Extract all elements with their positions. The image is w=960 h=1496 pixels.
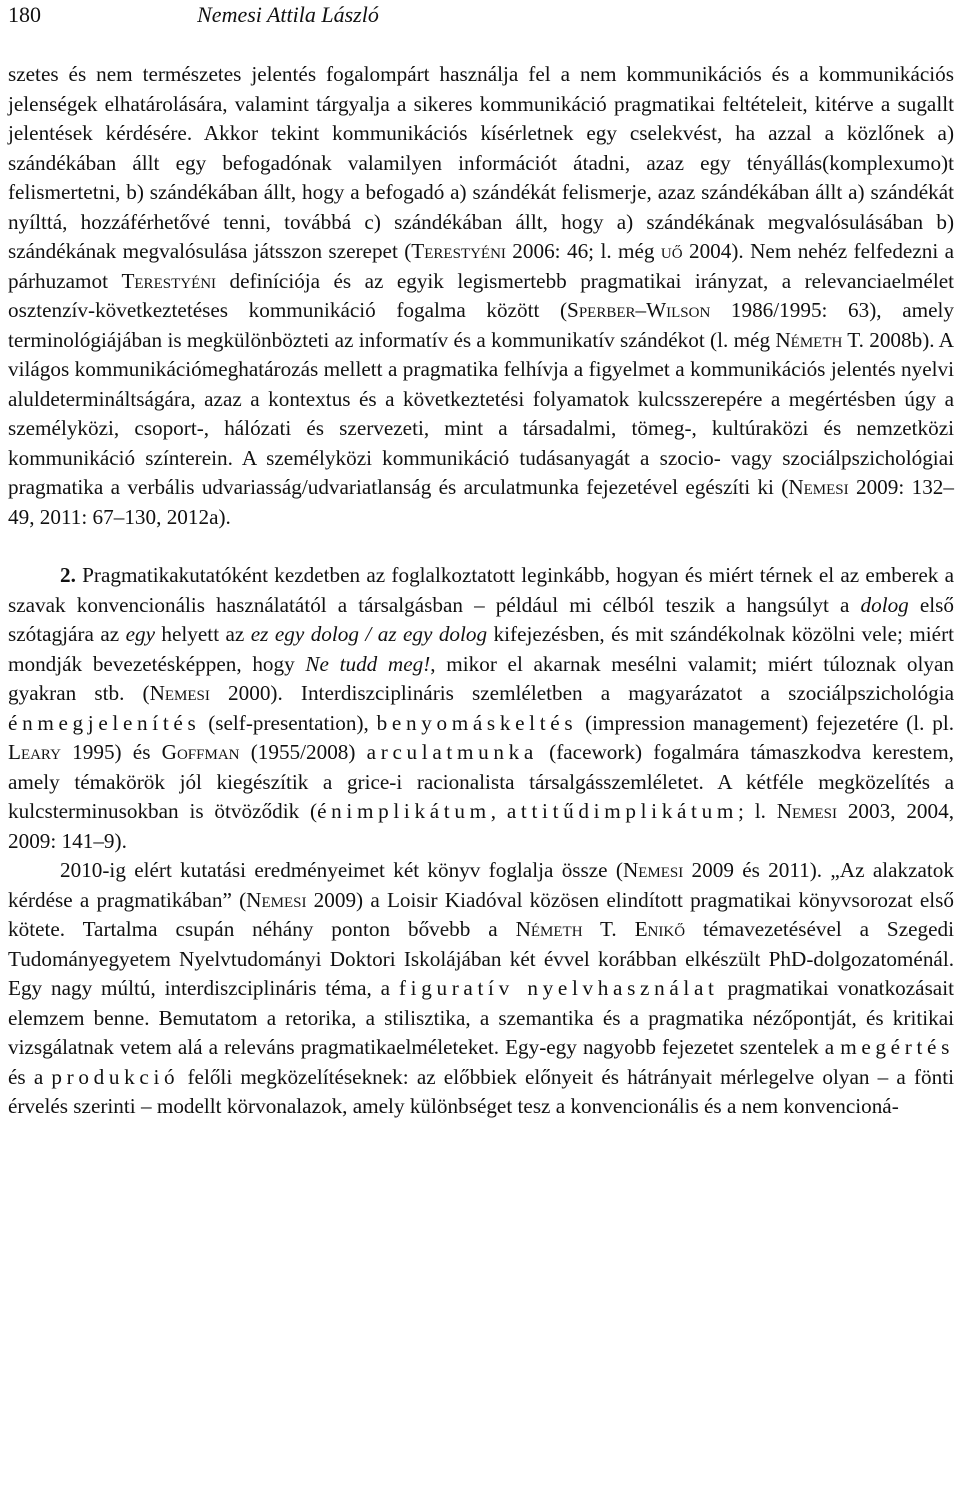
page-header xyxy=(8,0,954,34)
text-run: 1986/1995: 63), amely terminológiájában is megkülönbözteti az informatív és a kommunikatív szándékot (l. még xyxy=(8,298,954,352)
text-run: (impression management) fejezetére (l. pl. xyxy=(577,710,955,735)
text-run: kifejezésben, és mit szándékolnak közölni vele; miért mondják bevezetésképpen, hogy xyxy=(8,622,955,676)
italic-term: Ne tudd meg! xyxy=(305,651,431,676)
author-name: Terestyéni xyxy=(411,239,506,263)
author-name: Wilson xyxy=(646,298,711,322)
spaced-term: benyomáskeltés xyxy=(376,710,578,735)
text-run: 2009: 132–49, 2011: 67–130, 2012a). xyxy=(8,475,954,529)
text-run: és a xyxy=(8,1064,52,1089)
text-run: felőli megközelítéseknek: az előbbiek előnyeit és hátrányait mérlegelve olyan – a fönti érvelés szerinti – modellt körvonalazok, amely különbséget tesz a konvencionális és a nem konvencioná- xyxy=(8,1064,954,1118)
author-name: Nemesi xyxy=(622,858,684,882)
text-run: első szótagjára az xyxy=(8,592,955,646)
text-run: 2009) a Loisir Kiadóval közösen elindított pragmatikai könyvsorozat első kötete. Tartalma csupán néhány ponton bővebb a xyxy=(8,887,954,941)
author-name: Nemesi xyxy=(776,799,838,823)
author-name: Nemesi xyxy=(788,475,849,499)
paragraph-2 xyxy=(8,561,954,856)
spaced-term: attitűdimplikátum xyxy=(506,799,738,823)
text-run: 1995) és xyxy=(60,740,162,764)
book-page xyxy=(8,0,955,1118)
running-head-author: Nemesi Attila László xyxy=(197,2,379,27)
spaced-term: arculatmunka xyxy=(366,740,538,764)
spaced-term: énmegjelenítés xyxy=(8,710,201,735)
author-name: Leary xyxy=(8,740,61,764)
paragraph-1 xyxy=(8,60,954,532)
text-run: definíciója és az egyik legismertebb pragmatikai irányzat, a relevanciaelmélet osztenzív-következtetéses kommunikáció fogalma között ( xyxy=(8,268,954,322)
text-run: T. xyxy=(582,917,635,941)
author-name: Németh xyxy=(775,327,843,352)
text-run: (facework) fogalmára támaszkodva kerestem, amely témakörök jól kiegészítik a grice-i racionalista társalgásszemléletet. A kétféle megközelítés a kulcsterminusokban is ötvöződik ( xyxy=(8,740,954,823)
text-run: – xyxy=(635,298,647,322)
author-name: Terestyéni xyxy=(121,268,217,293)
text-run: (1955/2008) xyxy=(239,740,367,764)
spaced-term: megértés xyxy=(840,1035,954,1059)
text-run: 2006: 46; l. még xyxy=(505,239,661,263)
text-run: (self-presentation), xyxy=(200,710,377,735)
text-run: T. 2008b). A világos kommunikációmeghatározás mellett a pragmatika felhívja a figyelmet a kommunikációs jelentés nyelvi aluldetermináltságára, azaz a kontextus és a következtetési folyamatok kulcsszerepére a megértésben úgy a személyközi, csoport-, hálózati és szervezeti, mint a társadalmi, tömeg-, kultúraközi és nemzetközi kommunikáció színterein. A személyközi kommunikáció tudásanyagát a szocio- vagy szociálpszichológiai pragmatika a verbális udvariasság/udvariatlanság és arculatmunka fejezetével egészíti ki ( xyxy=(8,327,954,499)
body-text xyxy=(8,60,954,1122)
text-run: , xyxy=(490,799,507,823)
section-number: 2. xyxy=(60,563,76,587)
spaced-term: énimplikátum xyxy=(317,799,491,823)
text-run: 2004). Nem nehéz felfedezni a párhuzamot xyxy=(8,239,955,293)
text-run: ; l. xyxy=(737,799,777,823)
author-name: Németh xyxy=(515,917,583,941)
text-run: helyett az xyxy=(154,622,251,646)
author-name: Nemesi xyxy=(149,681,210,705)
text-run: pragmatikai vonatkozásait elemzem benne. Bemutatom a retorika, a stilisztika, a szemantika és a pragmatika nézőpontját, és kritikai vizsgálatnak vetem alá a releváns pragmatikaelméleteket. Egy-egy nagyobb fejezetet szentelek a xyxy=(8,976,954,1059)
text-run: 2003, 2004, 2009: 141–9). xyxy=(8,799,955,853)
text-run: 2000). Interdiszciplináris szemléletben a magyarázatot a szociálpszichológia xyxy=(209,681,954,705)
text-run: témavezetésével a Szegedi Tudományegyetem Nyelvtudományi Doktori Iskolájában két évvel korábban elkészült PhD-dolgozatoménál. Egy nagy múltú, interdiszciplináris téma, a xyxy=(8,917,954,1000)
author-name: Goffman xyxy=(161,740,240,764)
author-name: Nemesi xyxy=(246,887,307,912)
text-run: Pragmatikakutatóként kezdetben az foglalkoztatott leginkább, hogyan és miért térnek el az emberek a szavak konvencionális használatától a társalgásban – például mi célból teszik a hangsúlyt a xyxy=(8,563,954,617)
italic-term: ez egy dolog / az egy dolog xyxy=(250,622,488,646)
spaced-term: figuratív nyelvhasználat xyxy=(398,976,719,1000)
author-name: Sperber xyxy=(567,298,636,322)
text-run: 2010-ig elért kutatási eredményeimet két könyv foglalja össze ( xyxy=(60,858,623,882)
italic-term: egy xyxy=(125,622,155,646)
paragraph-3 xyxy=(8,856,954,1122)
spaced-term: produkció xyxy=(51,1064,180,1089)
page-number: 180 xyxy=(8,2,41,27)
text-run: szetes és nem természetes jelentés fogalompárt használja fel a nem kommunikációs és a kommunikációs jelenségek elhatárolására, valamint tárgyalja a sikeres kommunikáció pragmatikai feltételeit, kitérve a sugallt jelentések kérdésére. Akkor tekint kommunikációs kísérletnek egy cselekvést, ha azzal a közlőnek a) szándékában állt egy befogadónak valamilyen információt átadni, azaz egy tényállás(komplexumo)t felismertetni, b) szándékában állt, hogy a befogadó a) szándékát felismerje, azaz szándékában állt a) szándékát nyílttá, hozzáférhetővé tenni, továbbá c) szándékában állt, hogy a) szándékának megvalósulásában b) szándékának megvalósulása játsszon szerepet ( xyxy=(8,62,954,263)
text-run: , mikor el akarnak mesélni valamit; miért túloznak olyan gyakran stb. ( xyxy=(8,651,955,705)
text-run: 2009 és 2011). „Az alakzatok kérdése a pragmatikában” ( xyxy=(8,858,954,912)
italic-term: dolog xyxy=(860,592,909,617)
author-name: Enikő xyxy=(634,917,686,941)
author-name: uő xyxy=(660,239,683,263)
